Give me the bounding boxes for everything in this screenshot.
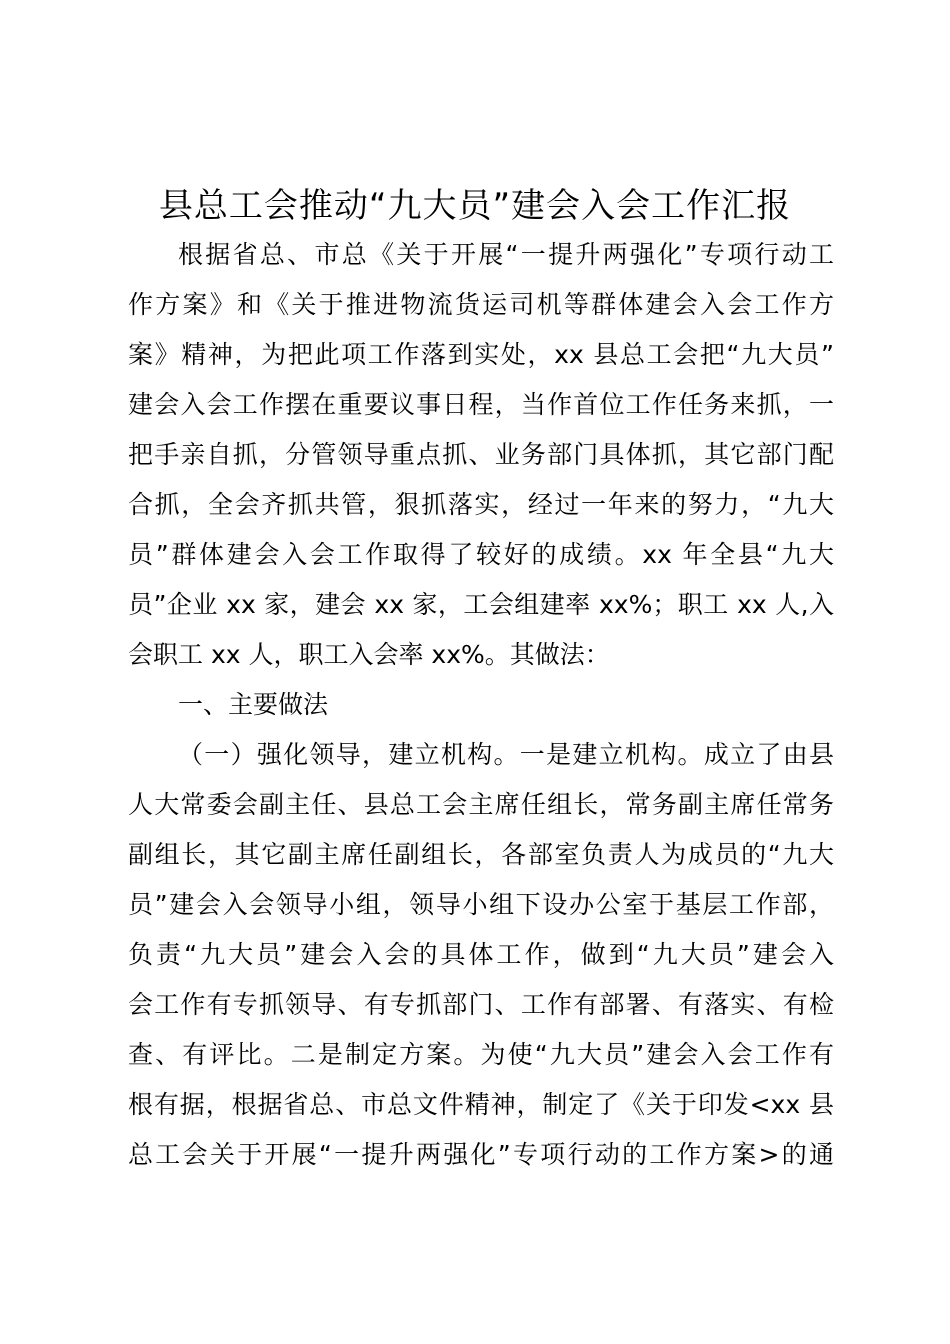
text-line: 一、主要做法	[178, 690, 329, 719]
text-line: 案》精神，为把此项工作落到实处，xx 县总工会把“九大员”	[128, 340, 834, 369]
text-line: 建会入会工作摆在重要议事日程，当作首位工作任务来抓，一	[128, 390, 834, 419]
text-line: 合抓，全会齐抓共管，狠抓落实，经过一年来的努力，“九大	[128, 490, 834, 519]
text-line: 副组长，其它副主席任副组长，各部室负责人为成员的“九大	[128, 840, 834, 869]
text-line: （一）强化领导，建立机构。一是建立机构。成立了由县	[178, 740, 834, 769]
document-title: 县总工会推动“九大员”建会入会工作汇报	[158, 186, 792, 226]
document-body	[128, 230, 834, 1180]
text-line: 员”建会入会领导小组，领导小组下设办公室于基层工作部，	[128, 890, 834, 919]
text-line: 总工会关于开展“一提升两强化”专项行动的工作方案>的通	[128, 1140, 834, 1169]
text-line: 根据省总、市总《关于开展“一提升两强化”专项行动工	[178, 240, 834, 269]
text-line: 员”群体建会入会工作取得了较好的成绩。xx 年全县“九大	[128, 540, 834, 569]
text-line: 作方案》和《关于推进物流货运司机等群体建会入会工作方	[128, 290, 834, 319]
text-line: 查、有评比。二是制定方案。为使“九大员”建会入会工作有	[128, 1040, 834, 1069]
text-line: 会职工 xx 人，职工入会率 xx%。其做法：	[128, 640, 610, 669]
text-line: 会工作有专抓领导、有专抓部门、工作有部署、有落实、有检	[128, 990, 834, 1019]
text-line: 负责“九大员”建会入会的具体工作，做到“九大员”建会入	[128, 940, 834, 969]
text-line: 人大常委会副主任、县总工会主席任组长，常务副主席任常务	[128, 790, 834, 819]
text-line: 员”企业 xx 家，建会 xx 家，工会组建率 xx%；职工 xx 人,入	[128, 590, 834, 619]
text-line: 把手亲自抓，分管领导重点抓、业务部门具体抓，其它部门配	[128, 440, 834, 469]
text-line: 根有据，根据省总、市总文件精神，制定了《关于印发<xx 县	[128, 1090, 834, 1119]
